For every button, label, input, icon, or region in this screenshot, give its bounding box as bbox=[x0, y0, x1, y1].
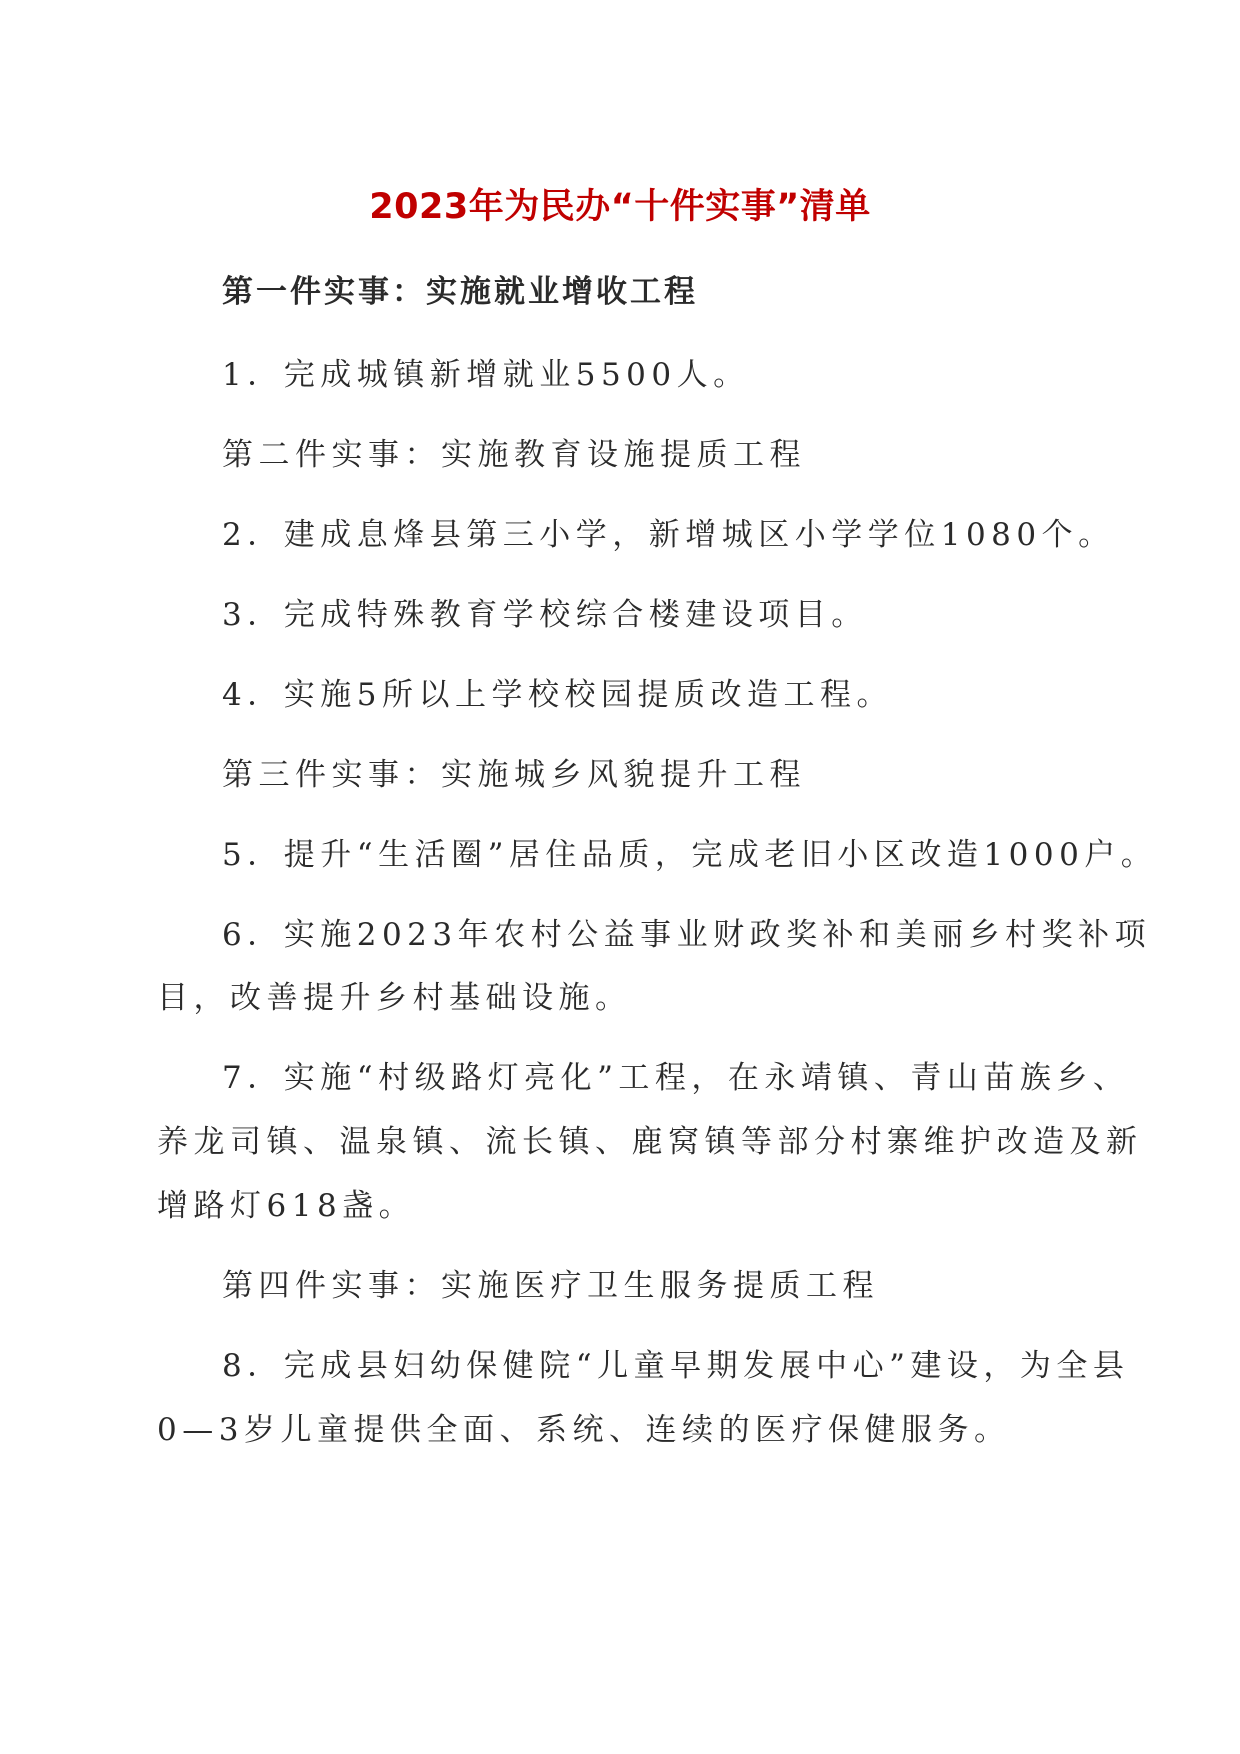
item-1: 1．完成城镇新增就业5500人。 bbox=[222, 357, 750, 393]
document-title: 2023年为民办“十件实事”清单 bbox=[369, 187, 871, 227]
item-7-line-1: 7．实施“村级路灯亮化”工程，在永靖镇、青山苗族乡、 bbox=[222, 1060, 1130, 1096]
item-4: 4．实施5所以上学校校园提质改造工程。 bbox=[222, 677, 893, 713]
section-heading-1: 第一件实事：实施就业增收工程 bbox=[222, 274, 698, 310]
section-heading-3: 第三件实事：实施城乡风貌提升工程 bbox=[222, 757, 806, 793]
item-2: 2．建成息烽县第三小学，新增城区小学学位1080个。 bbox=[222, 517, 1115, 553]
item-8-line-1: 8．完成县妇幼保健院“儿童早期发展中心”建设，为全县 bbox=[222, 1348, 1130, 1384]
item-6-line-1: 6．实施2023年农村公益事业财政奖补和美丽乡村奖补项 bbox=[222, 917, 1152, 953]
section-heading-2: 第二件实事：实施教育设施提质工程 bbox=[222, 437, 806, 473]
item-5: 5．提升“生活圈”居住品质，完成老旧小区改造1000户。 bbox=[222, 837, 1158, 873]
item-8-line-2: 0—3岁儿童提供全面、系统、连续的医疗保健服务。 bbox=[157, 1412, 1011, 1448]
item-3: 3．完成特殊教育学校综合楼建设项目。 bbox=[222, 597, 868, 633]
item-6-line-2: 目，改善提升乡村基础设施。 bbox=[157, 980, 632, 1016]
item-7-line-3: 增路灯618盏。 bbox=[157, 1188, 416, 1224]
item-7-line-2: 养龙司镇、温泉镇、流长镇、鹿窝镇等部分村寨维护改造及新 bbox=[157, 1124, 1143, 1160]
section-heading-4: 第四件实事：实施医疗卫生服务提质工程 bbox=[222, 1268, 879, 1304]
